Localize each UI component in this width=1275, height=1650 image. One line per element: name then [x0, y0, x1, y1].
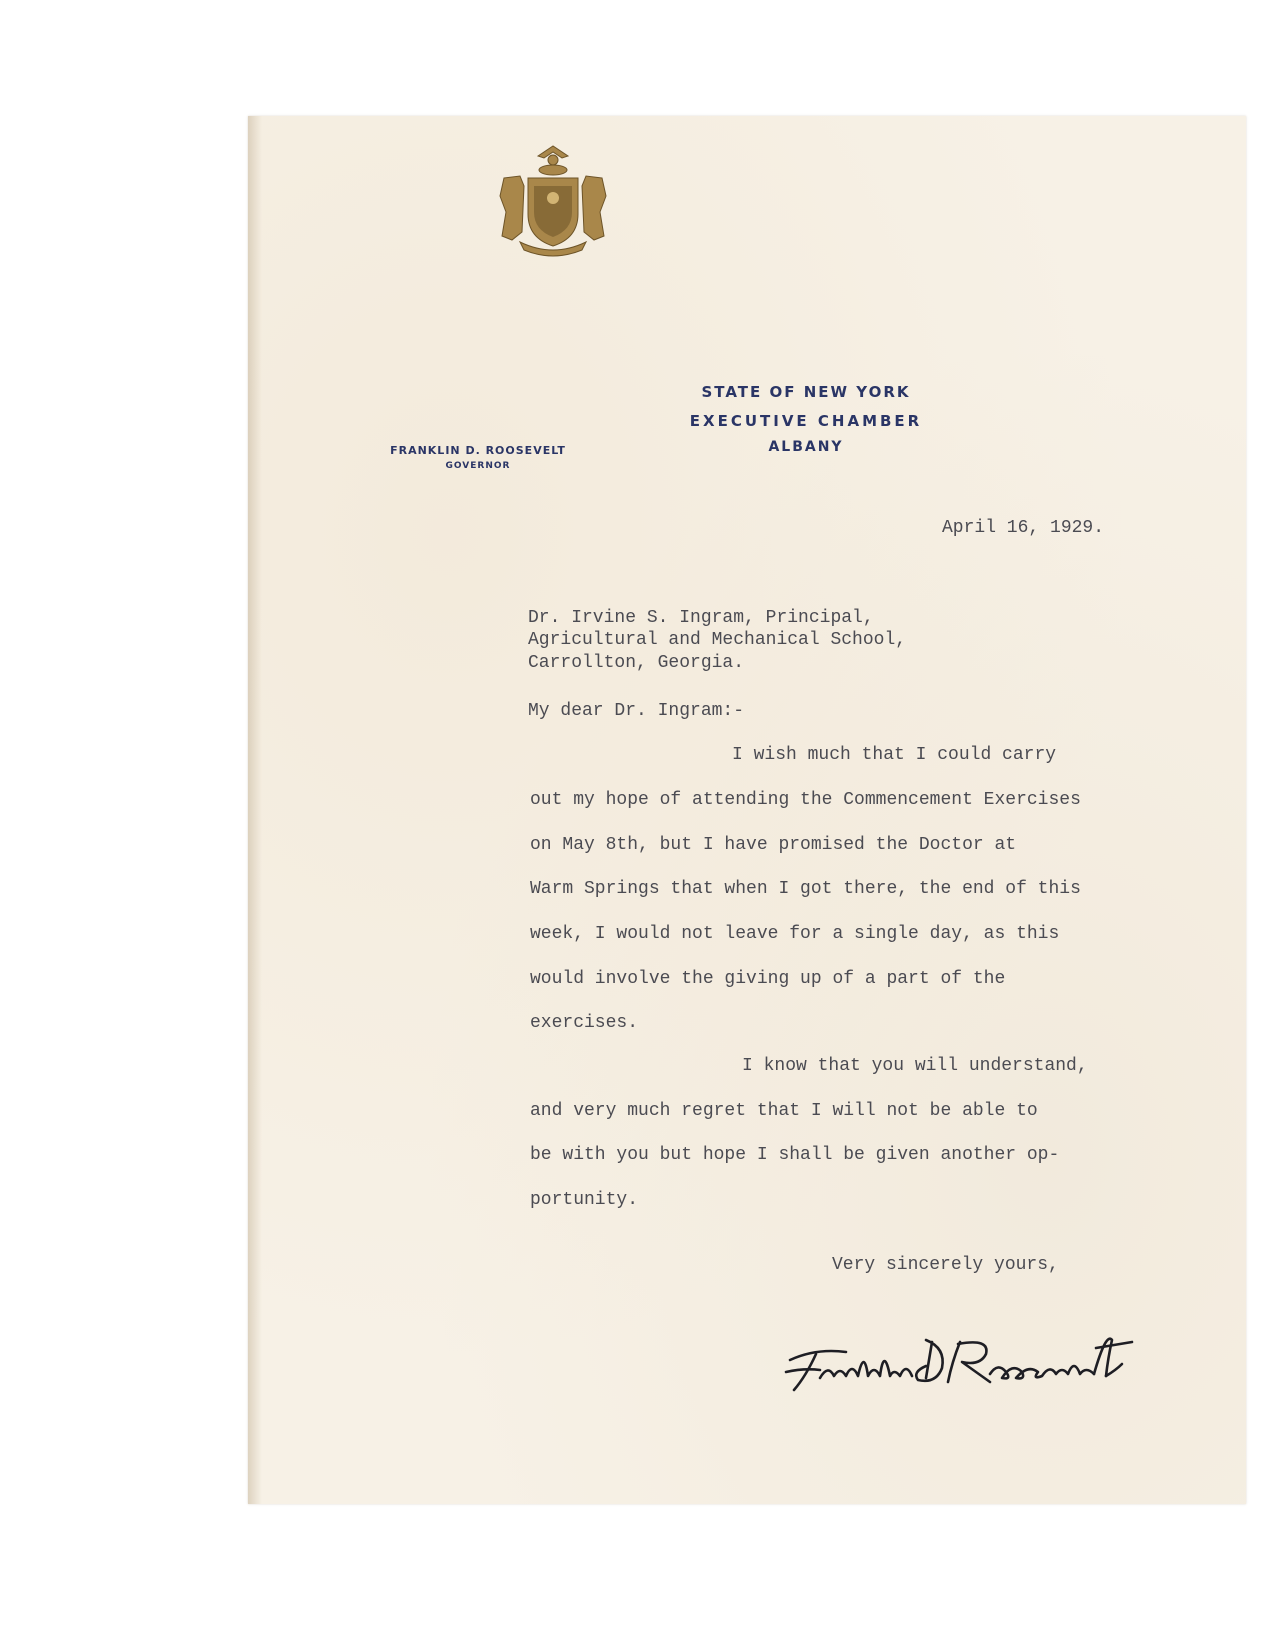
paper-edge — [248, 116, 262, 1504]
address-line-2: Agricultural and Mechanical School, — [528, 630, 907, 650]
letterhead-executive-chamber: EXECUTIVE CHAMBER — [689, 412, 923, 430]
body-line-4: Warm Springs that when I got there, the end of this — [530, 879, 1081, 899]
letterhead-state: STATE OF NEW YORK — [701, 383, 911, 401]
body-line-5: week, I would not leave for a single day, as this — [530, 924, 1060, 944]
address-line-1: Dr. Irvine S. Ingram, Principal, — [528, 608, 874, 628]
closing: Very sincerely yours, — [832, 1255, 1059, 1275]
body-line-11: portunity. — [530, 1190, 639, 1210]
body-line-9: and very much regret that I will not be able to — [530, 1101, 1038, 1121]
body-line-6: would involve the giving up of a part of the — [530, 969, 1006, 989]
handwritten-signature — [776, 1318, 1236, 1398]
governor-name: FRANKLIN D. ROOSEVELT — [390, 444, 566, 457]
body-line-7: exercises. — [530, 1013, 639, 1033]
letter-date: April 16, 1929. — [942, 518, 1105, 538]
new-york-coat-of-arms-seal — [490, 142, 616, 260]
letterhead-albany: ALBANY — [768, 439, 844, 455]
address-line-3: Carrollton, Georgia. — [528, 653, 745, 673]
body-line-2: out my hope of attending the Commencement Exercises — [530, 790, 1081, 810]
letter-sheet — [248, 116, 1246, 1504]
body-line-8: I know that you will understand, — [742, 1056, 1088, 1076]
body-line-1: I wish much that I could carry — [732, 745, 1057, 765]
salutation: My dear Dr. Ingram:- — [528, 701, 745, 721]
body-line-3: on May 8th, but I have promised the Doctor at — [530, 835, 1017, 855]
body-line-10: be with you but hope I shall be given another op- — [530, 1145, 1060, 1165]
governor-title: GOVERNOR — [445, 461, 511, 471]
